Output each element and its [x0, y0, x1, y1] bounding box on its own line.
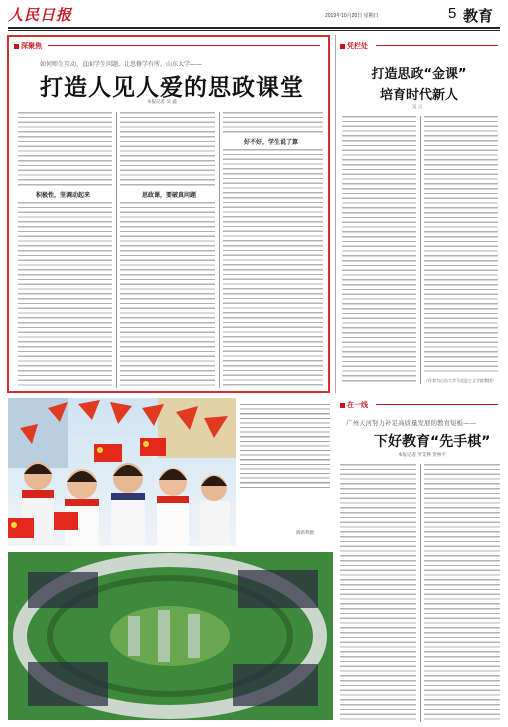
main-subhead-3: 好不好，学生说了算 [244, 139, 299, 146]
main-headline: 打造人见人爱的思政课堂 [40, 75, 304, 101]
main-subhead-1: 积极性，坚调动起来 [36, 192, 91, 199]
lower-section-tag [340, 400, 368, 410]
lower-section-tag-label: 在一线 [347, 401, 368, 409]
main-tag-rule [48, 45, 320, 46]
main-subhead-2: 思政课，要破真问题 [142, 192, 197, 199]
main-col2-text-b [120, 202, 215, 388]
issue-date: 2019年10月20日 星期日 [325, 13, 379, 19]
lower-deck: 广州天河努力补足高质量发展的教育短板—— [346, 419, 476, 427]
side-headline-line1: 打造思政“金课” [371, 67, 467, 82]
photo-credit: 陶新利摄 [296, 531, 314, 536]
main-section-tag [14, 41, 42, 51]
main-col2-text-a [120, 112, 215, 186]
children-flag-illustration [8, 398, 236, 546]
column-divider [420, 116, 421, 384]
student-formation-photo [8, 552, 333, 720]
column-divider [116, 112, 117, 388]
main-col1-text-a [18, 112, 112, 186]
column-divider [219, 112, 220, 388]
formation-illustration [8, 552, 333, 720]
page-section-name: 教育 [463, 7, 494, 25]
page-number: 5 [448, 5, 457, 22]
main-col1-text-b [18, 202, 112, 388]
tag-square-icon [14, 44, 19, 49]
header-rule [8, 27, 500, 29]
children-flag-photo [8, 398, 236, 546]
side-section-tag-label: 凭栏处 [347, 42, 368, 50]
lower-tag-rule [376, 404, 498, 405]
photo-caption-text [240, 404, 330, 490]
column-divider [420, 464, 421, 722]
main-section-tag-label: 深聚焦 [21, 42, 42, 50]
side-author-note: （作者为山东大学马克思主义学院教授） [424, 378, 496, 383]
tag-square-icon [340, 44, 345, 49]
side-byline: 吴 云 [412, 105, 423, 110]
main-deck: 如何师生互动、直面学生问题、让思修学有所，山东大学—— [40, 61, 203, 68]
main-col3-text-b [223, 149, 323, 388]
newspaper-masthead: 人民日报 [8, 6, 73, 24]
column-divider [335, 35, 336, 393]
side-col1-text [342, 116, 416, 384]
lower-headline: 下好教育“先手棋” [374, 434, 491, 450]
header-rule-thin [8, 30, 500, 31]
side-section-tag [340, 41, 368, 51]
tag-square-icon [340, 403, 345, 408]
side-tag-rule [376, 45, 498, 46]
side-col2-text [424, 116, 498, 374]
main-byline: 本报记者 吴 鑫 [147, 100, 177, 105]
lower-byline: 本报记者 罗艾桦 贺林平 [398, 453, 446, 458]
lower-col1-text [340, 464, 416, 722]
lower-col2-text [424, 464, 500, 722]
side-headline-line2: 培育时代新人 [379, 88, 458, 103]
main-col3-text-a [223, 112, 323, 134]
